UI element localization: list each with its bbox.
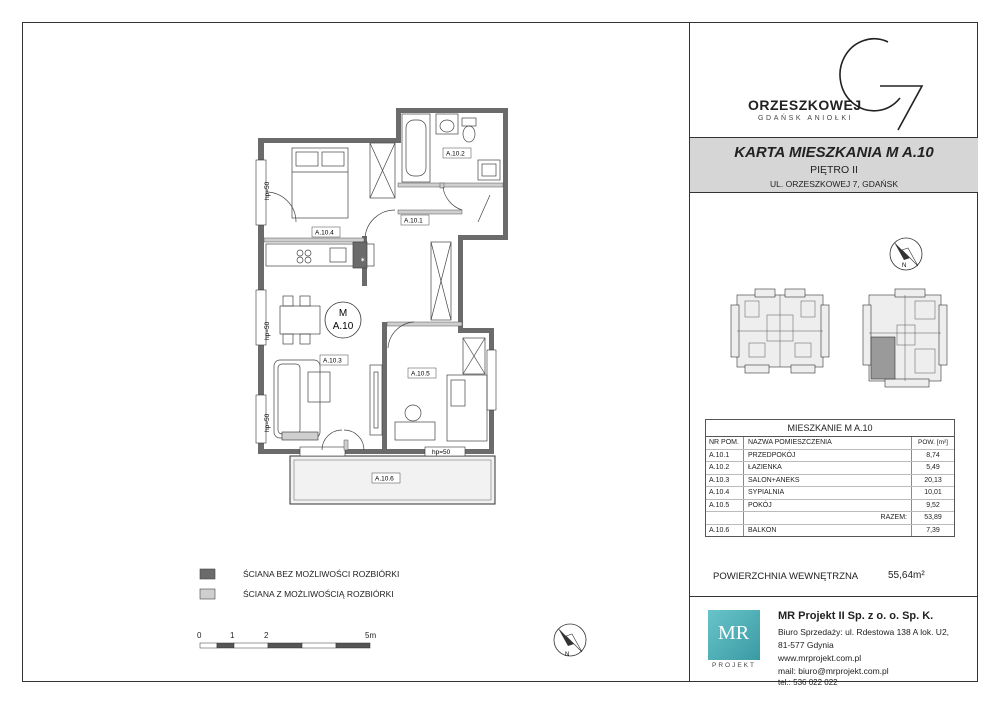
legend-partition-text: ŚCIANA Z MOŻLIWOŚCIĄ ROZBIÓRKI — [243, 589, 394, 599]
cell-name: PRZEDPOKÓJ — [744, 450, 912, 462]
cell-nr: A.10.3 — [706, 475, 744, 487]
company-logo-sub: PROJEKT — [712, 662, 756, 669]
compass-plan-letter: N — [565, 652, 570, 658]
compass-plan — [554, 624, 586, 656]
brand-name: ORZESZKOWEJ — [748, 97, 862, 113]
scale-tick-5: 5m — [365, 631, 377, 640]
card-address: UL. ORZESZKOWEJ 7, GDAŃSK — [770, 179, 898, 189]
legend-structural-text: ŚCIANA BEZ MOŻLIWOŚCI ROZBIÓRKI — [243, 569, 400, 579]
cell-name: SALON+ANEKS — [744, 475, 912, 487]
compass-panel — [888, 236, 924, 272]
cell-area: 8,74 — [926, 451, 940, 459]
kitchen-glyph: ✶ — [360, 257, 366, 264]
table-row — [706, 500, 954, 513]
cell-name: BALKON — [744, 525, 912, 537]
sill-label-2: hp=50 — [264, 321, 271, 340]
cell-area: 7,39 — [926, 526, 940, 534]
footer-divider — [690, 596, 978, 597]
sum-value: 53,89 — [924, 514, 942, 521]
room-label-a102: A.10.2 — [446, 150, 465, 158]
legend-swatch-structural — [200, 569, 215, 579]
internal-area-value: 55,64m² — [888, 570, 925, 581]
room-label-a103: A.10.3 — [323, 357, 342, 365]
company-web[interactable]: www.mrprojekt.com.pl — [778, 653, 862, 663]
card-floor: PIĘTRO II — [810, 164, 858, 176]
table-row — [706, 475, 954, 488]
brand-subtitle: GDAŃSK ANIOŁKI — [758, 115, 854, 122]
company-tel[interactable]: tel.: 536 022 022 — [778, 678, 838, 687]
company-office: Biuro Sprzedaży: ul. Rdestowa 138 A lok. U2, — [778, 627, 950, 637]
sill-label-3: hp=50 — [264, 413, 271, 432]
key-plan-building-a — [725, 285, 835, 395]
rooms-table-title: MIESZKANIE M A.10 — [706, 420, 954, 437]
card-title: KARTA MIESZKANIA M A.10 — [734, 144, 934, 161]
card-title-box — [690, 137, 978, 193]
scale-bar — [200, 643, 370, 648]
col-header-nr: NR POM. — [706, 437, 744, 449]
sill-label-1: hp=50 — [264, 181, 271, 200]
table-row — [706, 462, 954, 475]
room-label-a101: A.10.1 — [404, 217, 423, 225]
table-sum-row — [706, 512, 954, 525]
cell-nr: A.10.6 — [706, 525, 744, 537]
cell-nr — [706, 512, 744, 524]
key-plan-building-b — [855, 285, 955, 400]
cell-name: POKÓJ — [744, 500, 912, 512]
scale-tick-1: 1 — [230, 631, 235, 640]
room-label-a106: A.10.6 — [375, 475, 394, 483]
room-label-a105: A.10.5 — [411, 370, 430, 378]
cell-nr: A.10.4 — [706, 487, 744, 499]
company-logo-text: MR — [718, 622, 750, 644]
internal-area-label: POWIERZCHNIA WEWNĘTRZNA — [713, 571, 859, 582]
cell-area: 10,01 — [924, 489, 942, 496]
cell-nr: A.10.1 — [706, 450, 744, 462]
scale-tick-0: 0 — [197, 631, 202, 640]
company-name: MR Projekt II Sp. z o. o. Sp. K. — [778, 610, 934, 622]
company-mail[interactable]: mail: biuro@mrprojekt.com.pl — [778, 666, 889, 676]
col-header-name: NAZWA POMIESZCZENIA — [744, 437, 912, 449]
room-label-a104: A.10.4 — [315, 229, 334, 237]
table-row — [706, 450, 954, 463]
rooms-table-header — [706, 437, 954, 450]
cell-nr: A.10.2 — [706, 462, 744, 474]
key-plan-highlight — [871, 337, 895, 379]
sill-label-4: hp=50 — [432, 449, 451, 456]
scale-tick-2: 2 — [264, 631, 269, 640]
compass-panel-letter: N — [902, 263, 907, 269]
apartment-tag-m: M — [338, 308, 348, 319]
col-header-area: POW. [m²] — [918, 439, 948, 446]
apartment-tag-id: A.10 — [332, 321, 354, 332]
table-row-balcony — [706, 525, 954, 537]
sum-label: RAZEM: — [744, 512, 912, 524]
cell-area: 9,52 — [926, 501, 940, 509]
company-city: 81-577 Gdynia — [778, 640, 834, 650]
rooms-table — [705, 419, 955, 537]
cell-name: ŁAZIENKA — [744, 462, 912, 474]
legend-swatch-partition — [200, 589, 215, 599]
cell-name: SYPIALNIA — [744, 487, 912, 499]
table-row — [706, 487, 954, 500]
cell-area: 5,49 — [926, 464, 940, 471]
cell-nr: A.10.5 — [706, 500, 744, 512]
cell-area: 20,13 — [924, 476, 942, 484]
